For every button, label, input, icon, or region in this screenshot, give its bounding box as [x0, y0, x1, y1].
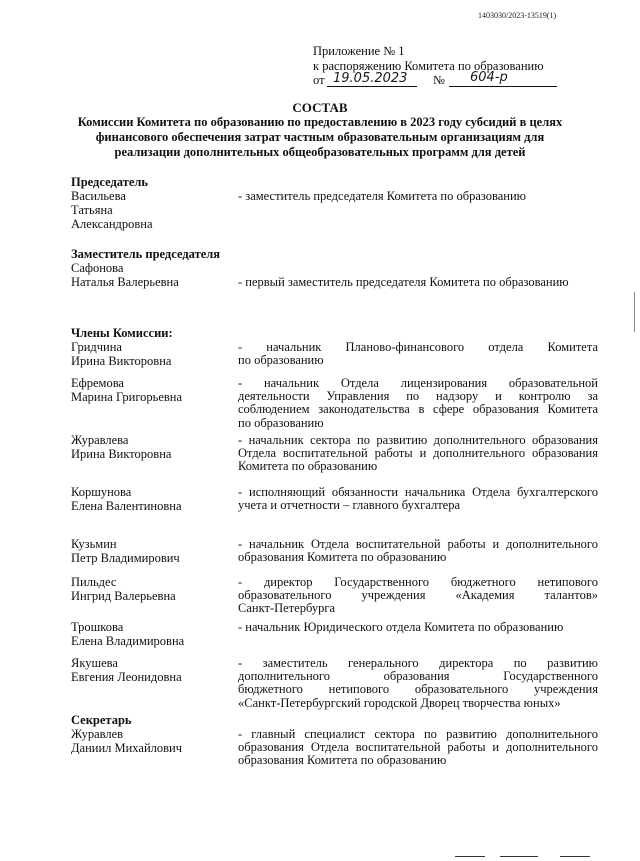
member-fullname: Елена Валентиновна	[71, 499, 182, 513]
secretary-header: Секретарь	[71, 713, 132, 727]
appendix-date-prefix: от	[313, 73, 325, 87]
member-fullname: Елена Владимировна	[71, 634, 185, 648]
member-fullname: Марина Григорьевна	[71, 390, 183, 404]
appendix-num-prefix: №	[433, 73, 445, 87]
deputy-position: - первый заместитель председателя Комитета по образованию	[238, 275, 569, 289]
member-fullname: Петр Владимирович	[71, 551, 180, 565]
member-surname: Гридчина	[71, 340, 122, 354]
scan-mark	[560, 856, 590, 857]
scan-mark	[500, 856, 538, 857]
member-fullname: Ингрид Валерьевна	[71, 589, 176, 603]
scan-mark	[455, 856, 485, 857]
member-surname: Трошкова	[71, 620, 124, 634]
deputy-header: Заместитель председателя	[71, 247, 221, 261]
document-number: 1403030/2023-13519(1)	[478, 11, 557, 20]
appendix-number: 604-р	[470, 70, 508, 85]
member-surname: Якушева	[71, 656, 118, 670]
member-surname: Кузьмин	[71, 537, 117, 551]
deputy-surname: Сафонова	[71, 261, 124, 275]
date-underline	[327, 86, 417, 87]
deputy-fullname: Наталья Валерьевна	[71, 275, 179, 289]
member-position: - начальник Планово-финансового отдела Комитета по образованию	[238, 340, 598, 368]
title-line-1: Комиссии Комитета по образованию по предоставлению в 2023 году субсидий в целях	[77, 115, 563, 129]
secretary-surname: Журавлев	[71, 727, 124, 741]
member-fullname: Евгения Леонидовна	[71, 670, 182, 684]
chairman-header: Председатель	[71, 175, 149, 189]
chairman-firstname: Татьяна	[71, 203, 113, 217]
chairman-position: - заместитель председателя Комитета по образованию	[238, 189, 527, 203]
member-position: - заместитель генерального директора по развитию дополнительного образования Государственного бюджетного нетипового образовательного учреждения «Санкт-Петербургский городской Дворец творчества юных»	[238, 656, 598, 710]
title-line-3: реализации дополнительных общеобразовательных программ для детей	[114, 145, 526, 159]
member-position: - начальник Отдела лицензирования образовательной деятельности Управления по надзору и контролю за соблюдением законодательства в сфере образования Комитета по образованию	[238, 376, 598, 430]
members-header: Члены Комиссии:	[71, 326, 173, 340]
secretary-fullname: Даниил Михайлович	[71, 741, 182, 755]
member-position: - исполняющий обязанности начальника Отдела бухгалтерского учета и отчетности – главного бухгалтера	[238, 485, 598, 513]
member-surname: Журавлева	[71, 433, 129, 447]
appendix-order: к распоряжению Комитета по образованию	[313, 59, 544, 73]
appendix-date: 19.05.2023	[333, 71, 408, 86]
member-surname: Коршунова	[71, 485, 132, 499]
doc-heading: СОСТАВ	[292, 100, 348, 115]
title-line-2: финансового обеспечения затрат частным образовательным организациям для	[95, 130, 545, 144]
member-fullname: Ирина Викторовна	[71, 354, 172, 368]
member-position: - директор Государственного бюджетного нетипового образовательного учреждения «Академия талантов» Санкт-Петербурга	[238, 575, 598, 616]
member-position: - начальник Отдела воспитательной работы и дополнительного образования Комитета по образованию	[238, 537, 598, 565]
chairman-patronymic: Александровна	[71, 217, 153, 231]
scan-mark	[634, 292, 635, 332]
member-surname: Пильдес	[71, 575, 117, 589]
member-fullname: Ирина Викторовна	[71, 447, 172, 461]
member-position: - начальник сектора по развитию дополнительного образования Отдела воспитательной работы и дополнительного образования Комитета по образованию	[238, 433, 598, 474]
chairman-surname: Васильева	[71, 189, 126, 203]
member-surname: Ефремова	[71, 376, 124, 390]
member-position: - начальник Юридического отдела Комитета по образованию	[238, 620, 564, 634]
secretary-position: - главный специалист сектора по развитию дополнительного образования Отдела воспитательной работы и дополнительного образования Комитета по образованию	[238, 727, 598, 768]
number-underline	[449, 86, 557, 87]
appendix-title: Приложение № 1	[313, 44, 405, 58]
